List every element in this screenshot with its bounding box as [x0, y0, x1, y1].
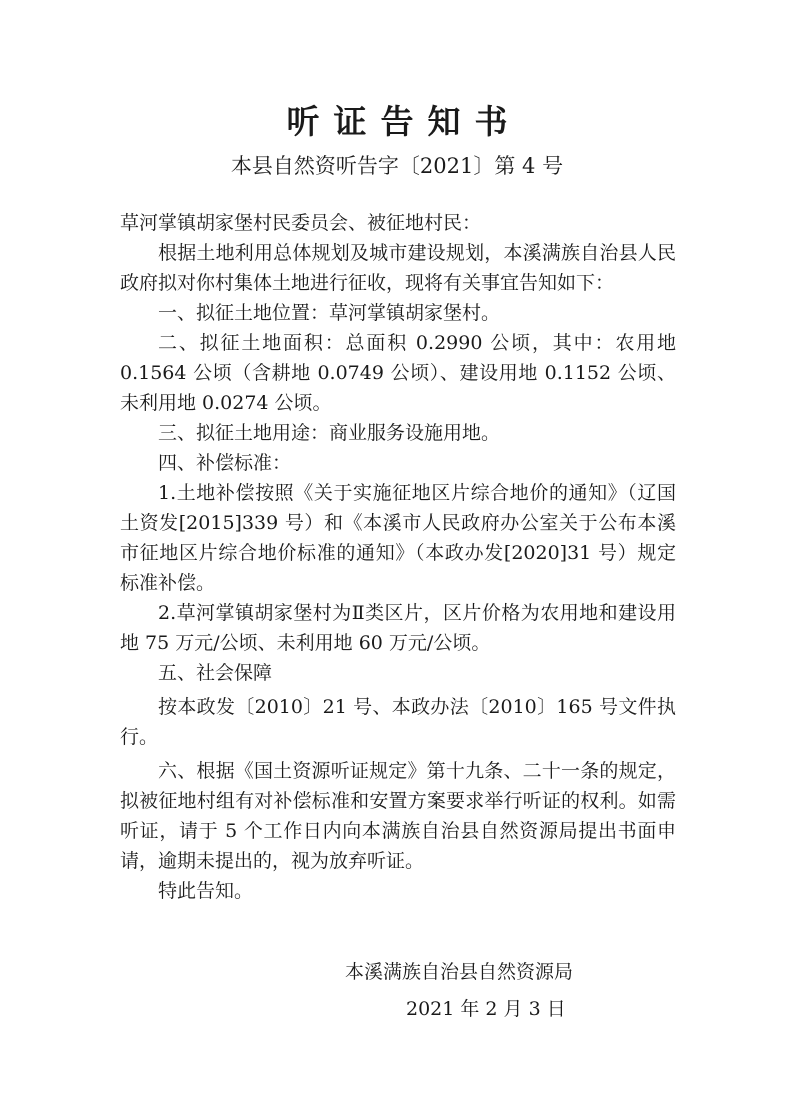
land-location: 一、拟征土地位置：草河掌镇胡家堡村。: [158, 302, 501, 324]
compensation-item-1: 1.土地补偿按照《关于实施征地区片综合地价的通知》（辽国土资发[2015]339 号）和《本溪市人民政府办公室关于公布本溪市征地区片综合地价标准的通知》（本政办发[2020]31 号）规定标准补偿。: [120, 482, 676, 594]
addressee: 草河掌镇胡家堡村民委员会、被征地村民：: [120, 212, 482, 234]
signature-organization: 本溪满族自治县自然资源局: [345, 961, 574, 983]
land-use: 三、拟征土地用途：商业服务设施用地。: [158, 422, 501, 444]
social-security-text: 按本政发〔2010〕21 号、本政办法〔2010〕165 号文件执行。: [120, 696, 676, 748]
compensation-item-2: 2.草河掌镇胡家堡村为Ⅱ类区片，区片价格为农用地和建设用地 75 万元/公顷、未利用地 60 万元/公顷。: [120, 602, 676, 654]
compensation-heading: 四、补偿标准：: [158, 452, 292, 474]
signature-date: 2021 年 2 月 3 日: [406, 998, 566, 1020]
social-security-heading: 五、社会保障: [158, 662, 273, 684]
document-title: 听证告知书: [286, 102, 522, 141]
intro-paragraph: 根据土地利用总体规划及城市建设规划，本溪满族自治县人民政府拟对你村集体土地进行征收，现将有关事宜告知如下：: [120, 242, 676, 294]
closing-notice: 特此告知。: [158, 880, 254, 902]
document-number: 本县自然资听告字〔2021〕第 4 号: [230, 154, 564, 178]
hearing-rights: 六、根据《国土资源听证规定》第十九条、二十一条的规定，拟被征地村组有对补偿标准和安置方案要求举行听证的权利。如需听证，请于 5 个工作日内向本满族自治县自然资源局提出书面申请，逾期未提出的，视为放弃听证。: [120, 760, 676, 872]
document-body: [120, 208, 676, 906]
land-area: 二、拟征土地面积：总面积 0.2990 公顷，其中：农用地 0.1564 公顷（含耕地 0.0749 公顷）、建设用地 0.1152 公顷、未利用地 0.0274 公顷。: [120, 332, 676, 414]
